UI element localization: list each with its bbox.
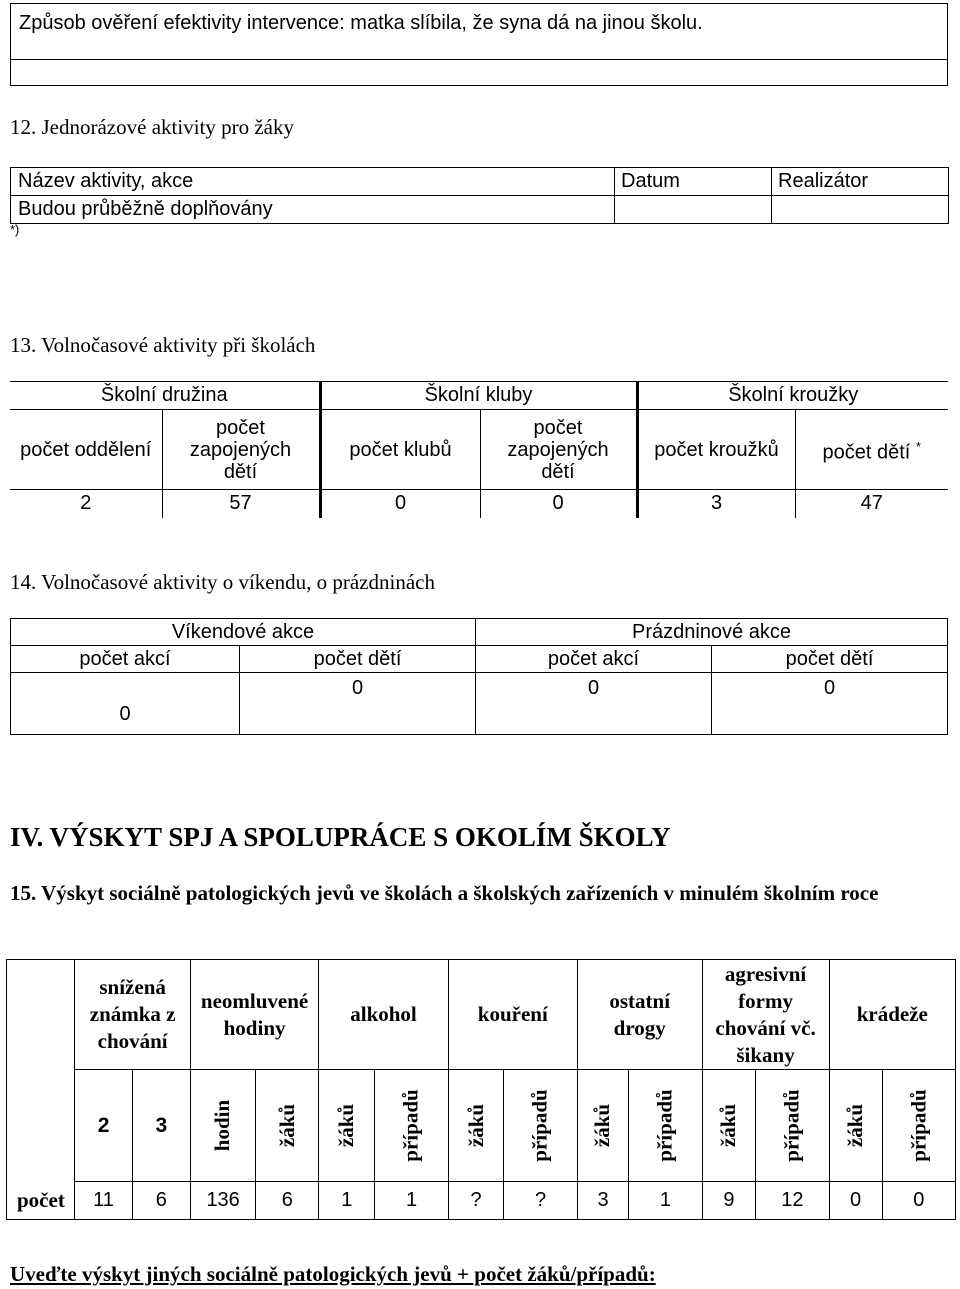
sub-cases-alcohol: případů: [375, 1070, 448, 1182]
col-weekend-children: počet dětí: [240, 646, 476, 673]
section-14-heading: 14. Volnočasové aktivity o víkendu, o prázdninách: [10, 570, 435, 594]
free-time-school-table: [10, 381, 948, 518]
sub-cases-smoking: případů: [504, 1070, 577, 1182]
value-grade-2: 11: [75, 1182, 132, 1220]
group-school-club: Školní družina: [10, 382, 320, 410]
group-weekend: Víkendové akce: [11, 619, 476, 646]
value-pupils-alcohol: 1: [319, 1182, 375, 1220]
value-cases-drugs: 1: [629, 1182, 702, 1220]
footnote-mark: *): [10, 222, 20, 237]
sub-pupils-hours: žáků: [256, 1070, 319, 1182]
sub-pupils-alcohol: žáků: [319, 1070, 375, 1182]
realizer-cell: [772, 196, 949, 224]
group-other-drugs: ostatní drogy: [577, 960, 702, 1070]
value-cases-alcohol: 1: [375, 1182, 448, 1220]
value-pupils-smoking: ?: [448, 1182, 504, 1220]
group-theft: krádeže: [829, 960, 955, 1070]
col-holiday-children: počet dětí: [712, 646, 948, 673]
col-realizer: Realizátor: [772, 168, 949, 196]
sub-cases-aggression: případů: [756, 1070, 829, 1182]
col-circle-children: počet dětí *: [822, 438, 921, 464]
sub-pupils-theft: žáků: [829, 1070, 882, 1182]
row-label-count: počet: [7, 1182, 75, 1220]
value-pupils-hours: 6: [256, 1182, 319, 1220]
col-holiday-actions: počet akcí: [476, 646, 712, 673]
value-weekend-actions: 0: [11, 673, 240, 735]
value-holiday-actions: 0: [476, 673, 712, 735]
activities-row-text: Budou průběžně doplňovány: [11, 196, 615, 224]
value-cases-aggression: 12: [756, 1182, 829, 1220]
value-cases-smoking: ?: [504, 1182, 577, 1220]
value-holiday-children: 0: [712, 673, 948, 735]
group-school-circles: Školní kroužky: [728, 384, 859, 406]
col-clubs-children: počet zapojených dětí: [480, 410, 637, 490]
value-club-children: 57: [162, 490, 320, 518]
weekend-holiday-table: [10, 618, 948, 735]
pathology-table: [6, 959, 956, 1220]
col-circles: počet kroužků: [637, 410, 795, 490]
group-school-clubs: Školní kluby: [320, 382, 637, 410]
value-hours: 136: [190, 1182, 255, 1220]
sub-pupils-aggression: žáků: [702, 1070, 756, 1182]
value-grade-3: 6: [132, 1182, 190, 1220]
col-date: Datum: [615, 168, 772, 196]
value-cases-theft: 0: [882, 1182, 955, 1220]
value-clubs: 0: [320, 490, 480, 518]
group-smoking: kouření: [448, 960, 577, 1070]
col-weekend-actions: počet akcí: [11, 646, 240, 673]
section-12-heading: 12. Jednorázové aktivity pro žáky: [10, 115, 294, 139]
footer-instruction: Uveďte výskyt jiných sociálně patologických jevů + počet žáků/případů:: [10, 1262, 656, 1286]
corner-cell: [7, 960, 75, 1182]
group-aggression: agresivní formy chování vč. šikany: [702, 960, 829, 1070]
value-circle-children: 47: [860, 492, 883, 515]
value-pupils-drugs: 3: [577, 1182, 628, 1220]
value-departments: 2: [10, 490, 162, 518]
sub-pupils-drugs: žáků: [577, 1070, 628, 1182]
one-time-activities-table: [10, 167, 949, 224]
sub-pupils-smoking: žáků: [448, 1070, 504, 1182]
sub-hours: hodin: [190, 1070, 255, 1182]
sub-grade-2: 2: [75, 1070, 132, 1182]
date-cell: [615, 196, 772, 224]
group-holiday: Prázdninové akce: [476, 619, 948, 646]
col-club-children: počet zapojených dětí: [162, 410, 320, 490]
sub-cases-drugs: případů: [629, 1070, 702, 1182]
value-pupils-aggression: 9: [702, 1182, 756, 1220]
section-13-heading: 13. Volnočasové aktivity při školách: [10, 333, 316, 357]
section-15-heading: 15. Výskyt sociálně patologických jevů ve školách a školských zařízeních v minulém školním roce: [10, 881, 879, 905]
group-alcohol: alkohol: [319, 960, 449, 1070]
value-weekend-children: 0: [240, 673, 476, 735]
intervention-text: Způsob ověření efektivity intervence: matka slíbila, že syna dá na jinou školu.: [19, 12, 703, 34]
intervention-box: [10, 3, 948, 86]
sub-grade-3: 3: [132, 1070, 190, 1182]
col-departments: počet oddělení: [10, 410, 162, 490]
section-iv-heading: IV. VÝSKYT SPJ A SPOLUPRÁCE S OKOLÍM ŠKOLY: [10, 822, 671, 852]
value-circles: 3: [637, 490, 795, 518]
value-clubs-children: 0: [480, 490, 637, 518]
group-unexcused-hours: neomluvené hodiny: [190, 960, 318, 1070]
star-mark: *: [915, 438, 921, 454]
sub-cases-theft: případů: [882, 1070, 955, 1182]
col-activity-name: Název aktivity, akce: [11, 168, 615, 196]
group-behavior-grade: snížená známka z chování: [75, 960, 191, 1070]
col-clubs: počet klubů: [320, 410, 480, 490]
value-pupils-theft: 0: [829, 1182, 882, 1220]
